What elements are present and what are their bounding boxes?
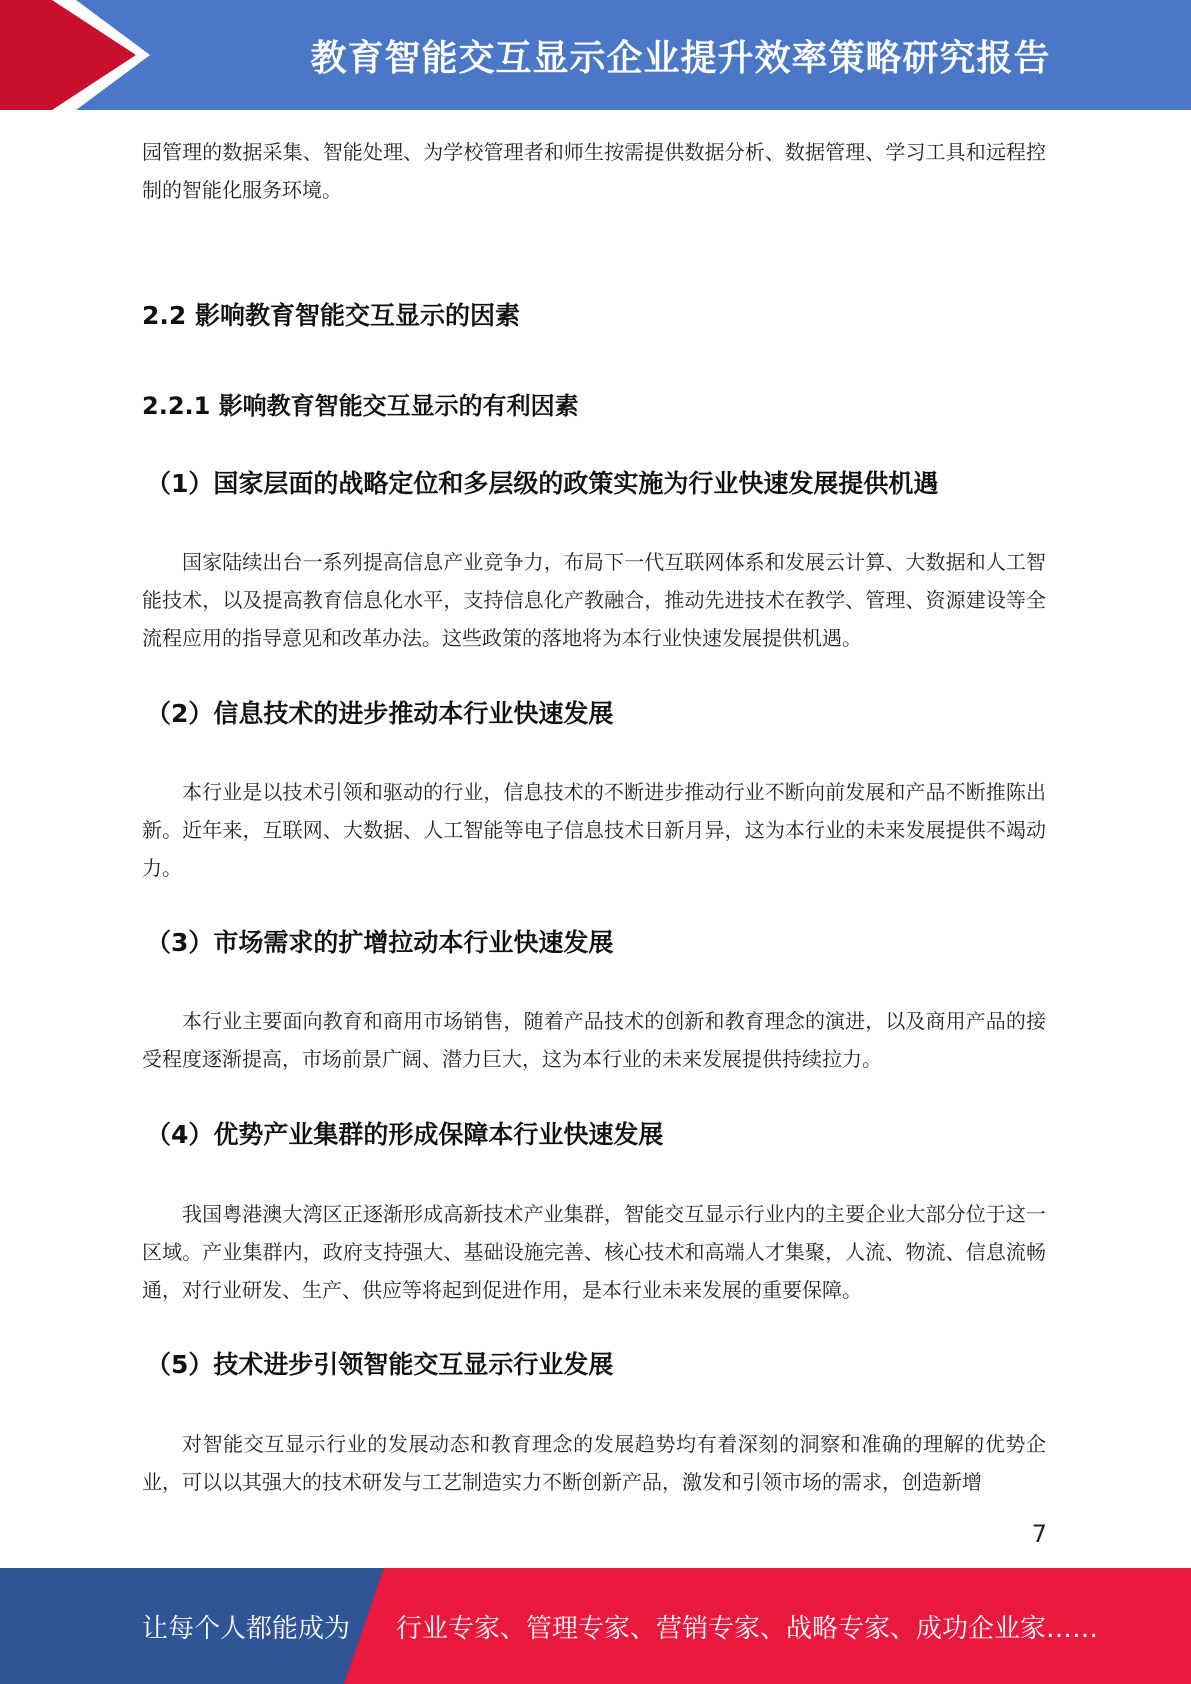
factor-4-text: 我国粤港澳大湾区正逐渐形成高新技术产业集群，智能交互显示行业内的主要企业大部分位于这一区域。产业集群内，政府支持强大、基础设施完善、核心技术和高端人才集聚，人流、物流、信息流畅通，对行业研发、生产、供应等将起到促进作用，是本行业未来发展的重要保障。 [142,1202,1046,1302]
factor-4-text-block [142,1195,1046,1309]
factor-2-text: 本行业是以技术引领和驱动的行业，信息技术的不断进步推动行业不断向前发展和产品不断推陈出新。近年来，互联网、大数据、人工智能等电子信息技术日新月异，这为本行业的未来发展提供不竭动力。 [142,780,1046,880]
intro-paragraph-block [142,133,1046,209]
subsection-heading: 2.2.1 影响教育智能交互显示的有利因素 [142,392,579,420]
factor-5-heading: （5）技术进步引领智能交互显示行业发展 [146,1350,614,1379]
header-banner [0,0,1191,110]
page-number: 7 [1031,1520,1047,1548]
factor-5-text: 对智能交互显示行业的发展动态和教育理念的发展趋势均有着深刻的洞察和准确的理解的优势企业，可以以其强大的技术研发与工艺制造实力不断创新产品，激发和引领市场的需求，创造新增 [142,1432,1046,1494]
factor-3-heading: （3）市场需求的扩增拉动本行业快速发展 [146,928,614,957]
factor-3-text: 本行业主要面向教育和商用市场销售，随着产品技术的创新和教育理念的演进，以及商用产品的接受程度逐渐提高，市场前景广阔、潜力巨大，这为本行业的未来发展提供持续拉力。 [142,1009,1046,1071]
report-title: 教育智能交互显示企业提升效率策略研究报告 [310,37,1051,79]
factor-4-heading: （4）优势产业集群的形成保障本行业快速发展 [146,1120,664,1149]
intro-paragraph: 园管理的数据采集、智能处理、为学校管理者和师生按需提供数据分析、数据管理、学习工具和远程控制的智能化服务环境。 [142,140,1046,202]
factor-2-text-block [142,773,1046,887]
factor-1-heading: （1）国家层面的战略定位和多层级的政策实施为行业快速发展提供机遇 [146,469,939,498]
footer-slogan: 让每个人都能成为 [142,1613,351,1644]
footer-banner [0,1568,1191,1684]
section-heading: 2.2 影响教育智能交互显示的因素 [142,301,520,330]
factor-2-heading: （2）信息技术的进步推动本行业快速发展 [146,699,614,728]
factor-3-text-block [142,1002,1046,1078]
factor-5-text-block [142,1425,1046,1501]
factor-1-text-block [142,543,1046,657]
factor-1-text: 国家陆续出台一系列提高信息产业竞争力，布局下一代互联网体系和发展云计算、大数据和人工智能技术，以及提高教育信息化水平，支持信息化产教融合，推动先进技术在教学、管理、资源建设等全流程应用的指导意见和改革办法。这些政策的落地将为本行业快速发展提供机遇。 [142,550,1046,650]
footer-roles: 行业专家、管理专家、营销专家、战略专家、成功企业家…… [396,1613,1099,1644]
